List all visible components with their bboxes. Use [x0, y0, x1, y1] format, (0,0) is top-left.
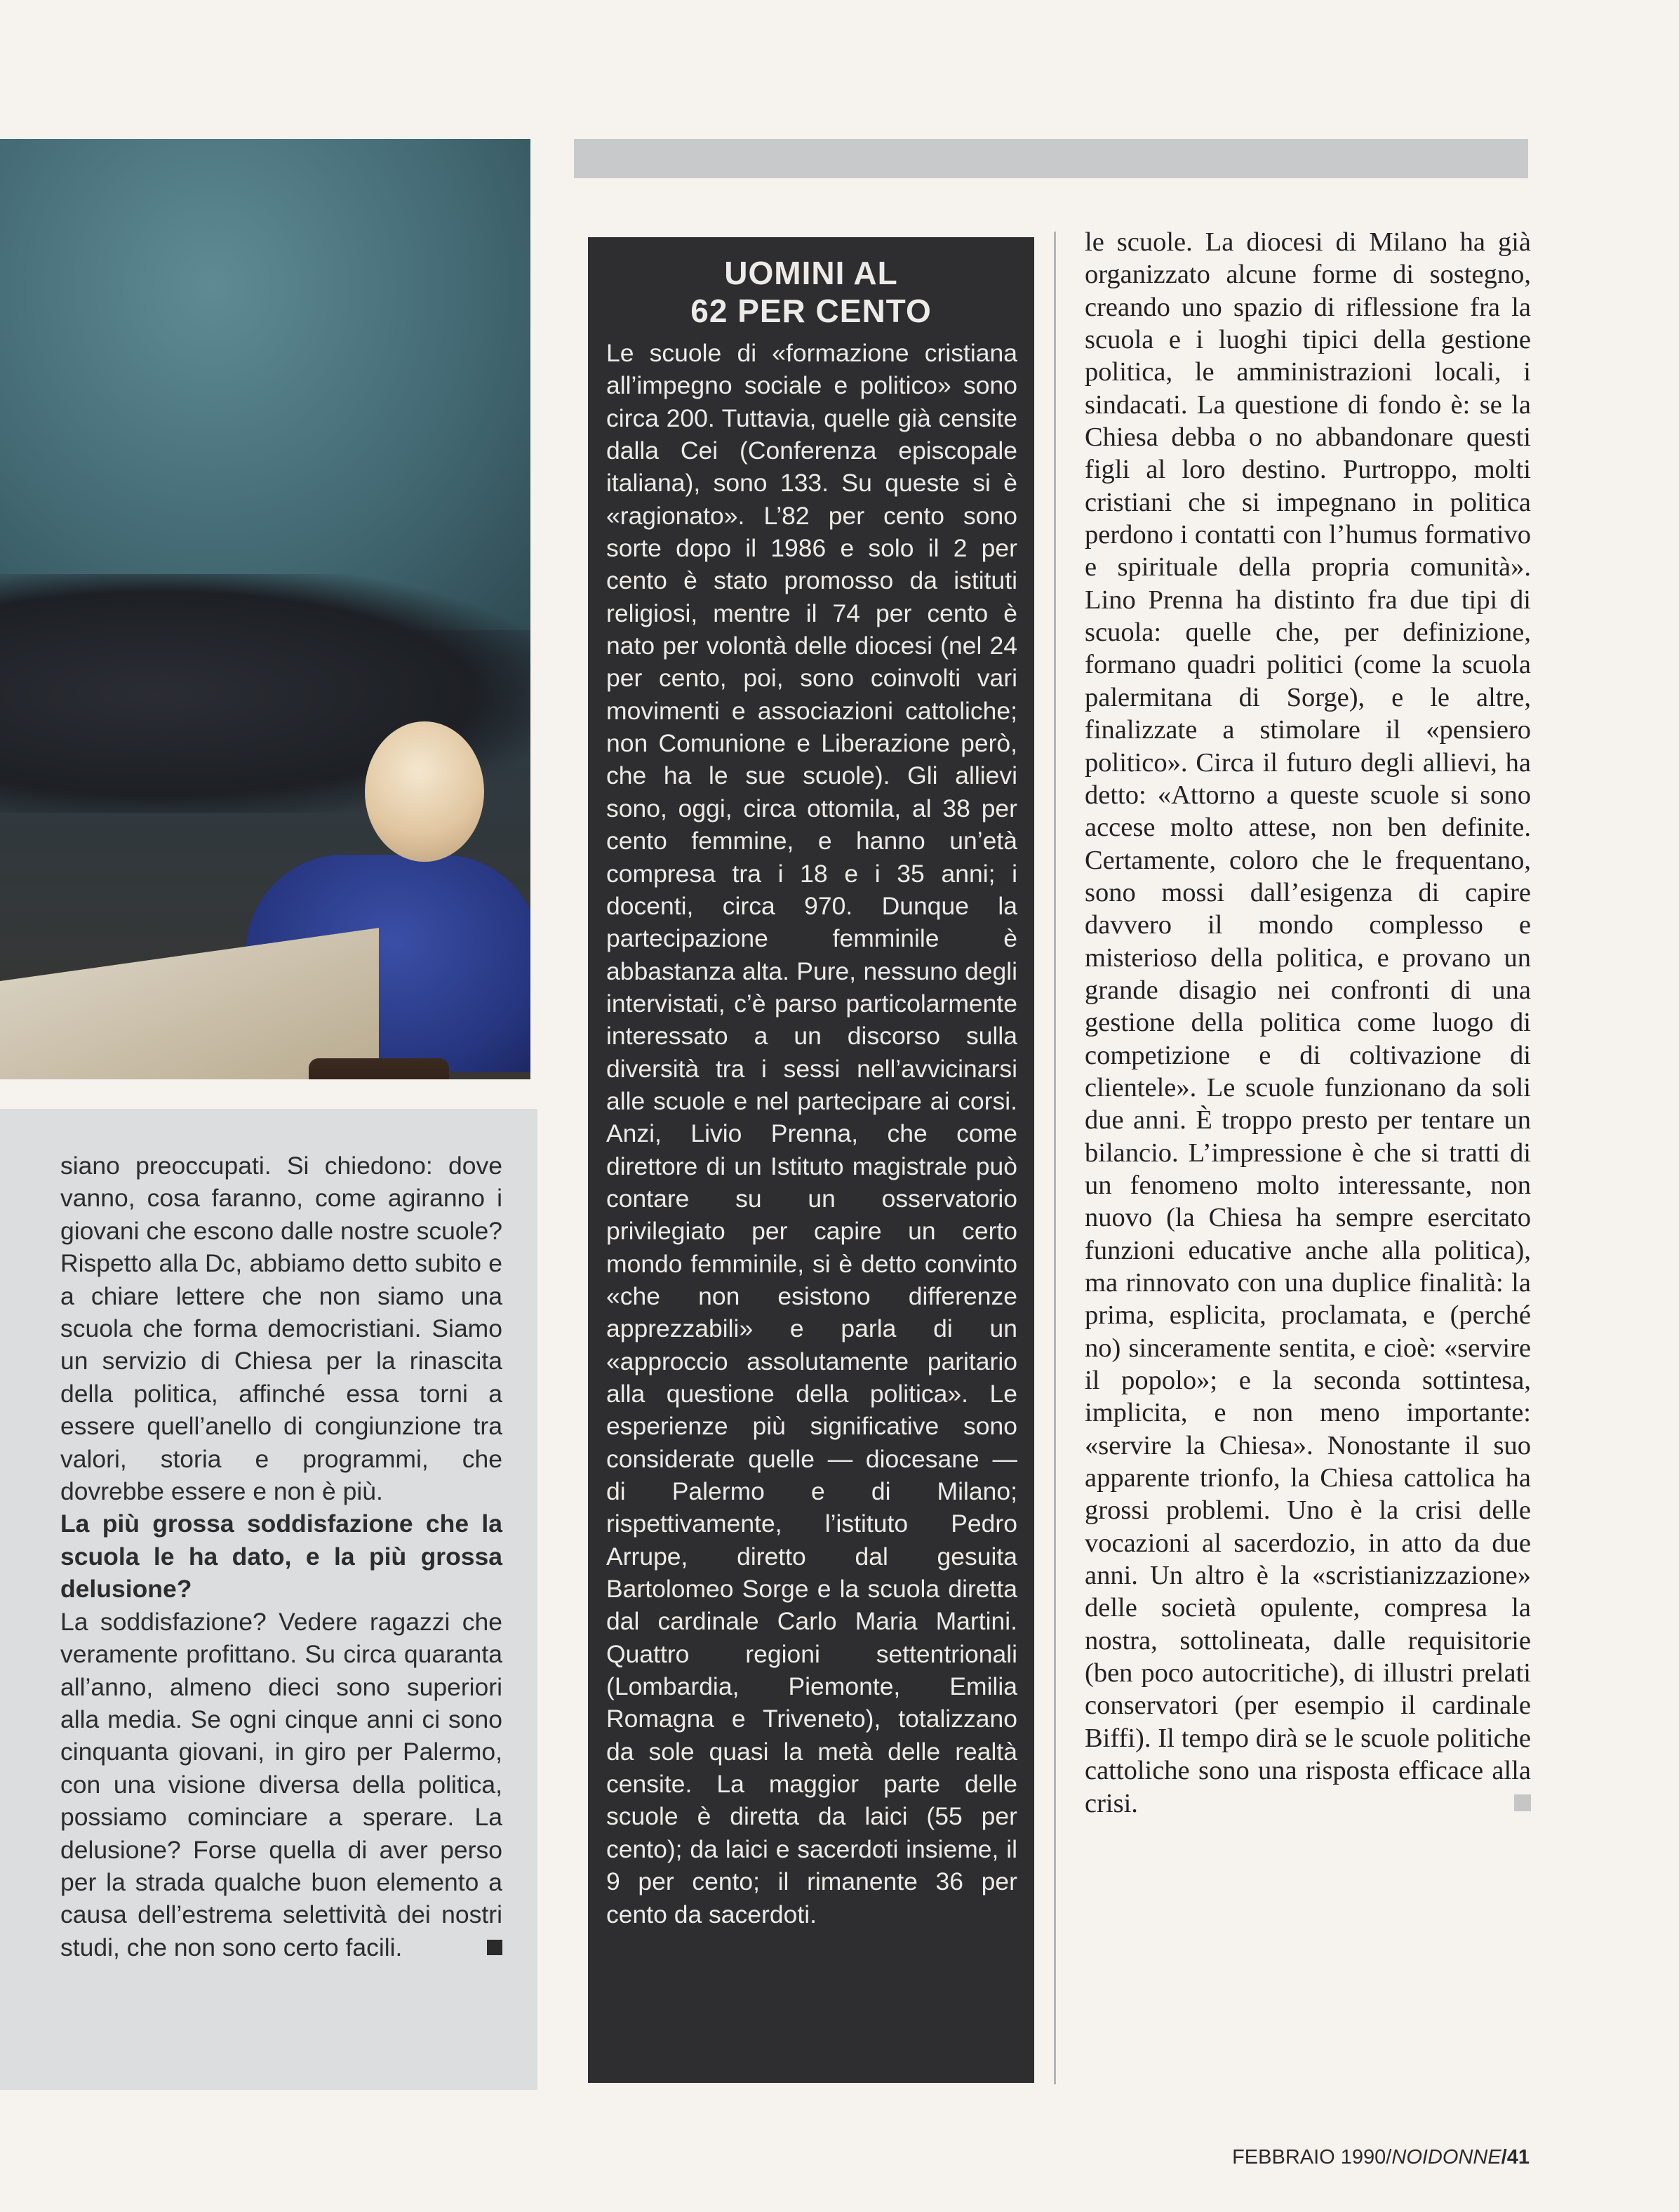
footer-page-number: /41: [1501, 2146, 1530, 2168]
left-paragraph-2: [60, 1606, 502, 1964]
end-of-article-gray-square: [1514, 1794, 1531, 1811]
woman-face: [365, 721, 484, 862]
interview-question: La più grossa soddisfazione che la scuola le ha dato, e la più grossa delusione?: [60, 1510, 502, 1604]
left-column-text: [60, 1150, 502, 1964]
end-of-article-square: [487, 1940, 502, 1955]
article-photo: [0, 139, 530, 1079]
school-desk: [0, 928, 379, 1079]
footer-publication: NOIDONNE: [1391, 2146, 1501, 2168]
column-divider: [1054, 232, 1056, 2084]
left-paragraph-2-text: La soddisfazione? Vedere ragazzi che veramente profittano. Su circa quaranta all’anno, almeno dieci sono superiori alla media. Se ogni cinque anni ci sono cinquanta giovani, in giro per Palermo, con una visione diversa della politica, possiamo cominciare a sperare. La delusione? Forse quella di aver perso per la strada qualche buon elemento a causa dell’estrema selettività dei nostri studi, che non sono certo facili.: [60, 1607, 502, 1961]
sidebar-title-line-1: UOMINI AL: [724, 255, 898, 291]
right-column-text: [1085, 226, 1531, 1820]
sidebar-title-line-2: 62 PER CENTO: [690, 293, 932, 329]
right-column-body: le scuole. La diocesi di Milano ha già organizzato alcune forme di sostegno, creando uno spazio di riflessione fra la scuola e i luoghi tipici della gestione politica, le amministrazioni locali, i sindacati. La questione di fondo è: se la Chiesa debba o no abbandonare questi figli al loro destino. Purtroppo, molti cristiani che si impegnano in politica perdono i contatti con l’humus formativo e spirituale della propria comunità». Lino Prenna ha distinto fra due tipi di scuola: quelle che, per definizione, formano quadri politici (come la scuola palermitana di Sorge), e le altre, finalizzate a stimolare il «pensiero politico». Circa il futuro degli allievi, ha detto: «Attorno a queste scuole si sono accese molto attese, non ben definite. Certamente, coloro che le frequentano, sono mossi dall’esigenza di capire davvero il mondo complesso e misterioso della politica, e provano un grande disagio nei confronti di una gestione della politica come luogo di competizione e di coltivazione di clientele». Le scuole funzionano da soli due anni. È troppo presto per tentare un bilancio. L’impressione è che si tratti di un fenomeno molto interessante, non nuovo (la Chiesa ha sempre esercitato funzioni educative anche alla politica), ma rinnovato con una duplice finalità: la prima, esplicita, proclamata, e (perché no) sinceramente sentita, e cioè: «servire il popolo»; e la seconda sottintesa, implicita, e non meno importante: «servire la Chiesa». Nonostante il suo apparente trionfo, la Chiesa cattolica ha grossi problemi. Uno è la crisi delle vocazioni al sacerdozio, in atto da due anni. Un altro è la «scristianizzazione» delle società opulente, compresa la nostra, sottolineata, dalle requisitorie (ben poco autocritiche), di illustri prelati conservatori (per esempio il cardinale Biffi). Il tempo dirà se le scuole politiche cattoliche sono una risposta efficace alla crisi.: [1085, 227, 1531, 1818]
left-paragraph-1: siano preoccupati. Si chiedono: dove vanno, cosa faranno, come agiranno i giovani che escono dalle nostre scuole? Rispetto alla Dc, abbiamo detto subito e a chiare lettere che non siamo una scuola che forma democristiani. Siamo un servizio di Chiesa per la rinascita della politica, affinché essa torni a essere quell’anello di congiunzione tra valori, storia e programmi, che dovrebbe essere e non è più.: [60, 1152, 502, 1506]
page-footer: [1179, 2146, 1530, 2169]
classroom-wall: [0, 139, 530, 630]
sidebar-title: [588, 254, 1034, 330]
book-on-desk: [309, 1058, 449, 1079]
header-gray-bar: [574, 139, 1528, 178]
sidebar-body: Le scuole di «formazione cristiana all’impegno sociale e politico» sono circa 200. Tuttavia, quelle già censite dalla Cei (Conferenza episcopale italiana), sono 133. Su queste si è «ragionato». L’82 per cento sono sorte dopo il 1986 e solo il 2 per cento è stato promosso da istituti religiosi, mentre il 74 per cento è nato per volontà delle diocesi (nel 24 per cento, poi, sono coinvolti vari movimenti e associazioni cattoliche; non Comunione e Liberazione però, che ha le sue scuole). Gli allievi sono, oggi, circa ottomila, al 38 per cento femmine, e hanno un’età compresa tra i 18 e i 35 anni; i docenti, circa 970. Dunque la partecipazione femminile è abbastanza alta. Pure, nessuno degli intervistati, c’è parso particolarmente interessato a un discorso sulla diversità tra i sessi nell’avvicinarsi alle scuole e nel partecipare ai corsi. Anzi, Livio Prenna, che come direttore di un Istituto magistrale può contare su un osservatorio privilegiato per capire un certo mondo femminile, si è detto convinto «che non esistono differenze apprezzabili» e parla di un «approccio assolutamente paritario alla questione della politica». Le esperienze più significative sono considerate quelle — diocesane — di Palermo e di Milano; rispettivamente, l’istituto Pedro Arrupe, diretto dal gesuita Bartolomeo Sorge e la scuola diretta dal cardinale Carlo Maria Martini. Quattro regioni settentrionali (Lombardia, Piemonte, Emilia Romagna e Triveneto), totalizzano da sole quasi la metà delle realtà censite. La maggior parte delle scuole è diretta da laici (55 per cento); da laici e sacerdoti insieme, il 9 per cento; il rimanente 36 per cento da sacerdoti.: [606, 339, 1017, 1928]
footer-date: FEBBRAIO 1990/: [1232, 2146, 1392, 2168]
sidebar-box: [588, 237, 1034, 2083]
